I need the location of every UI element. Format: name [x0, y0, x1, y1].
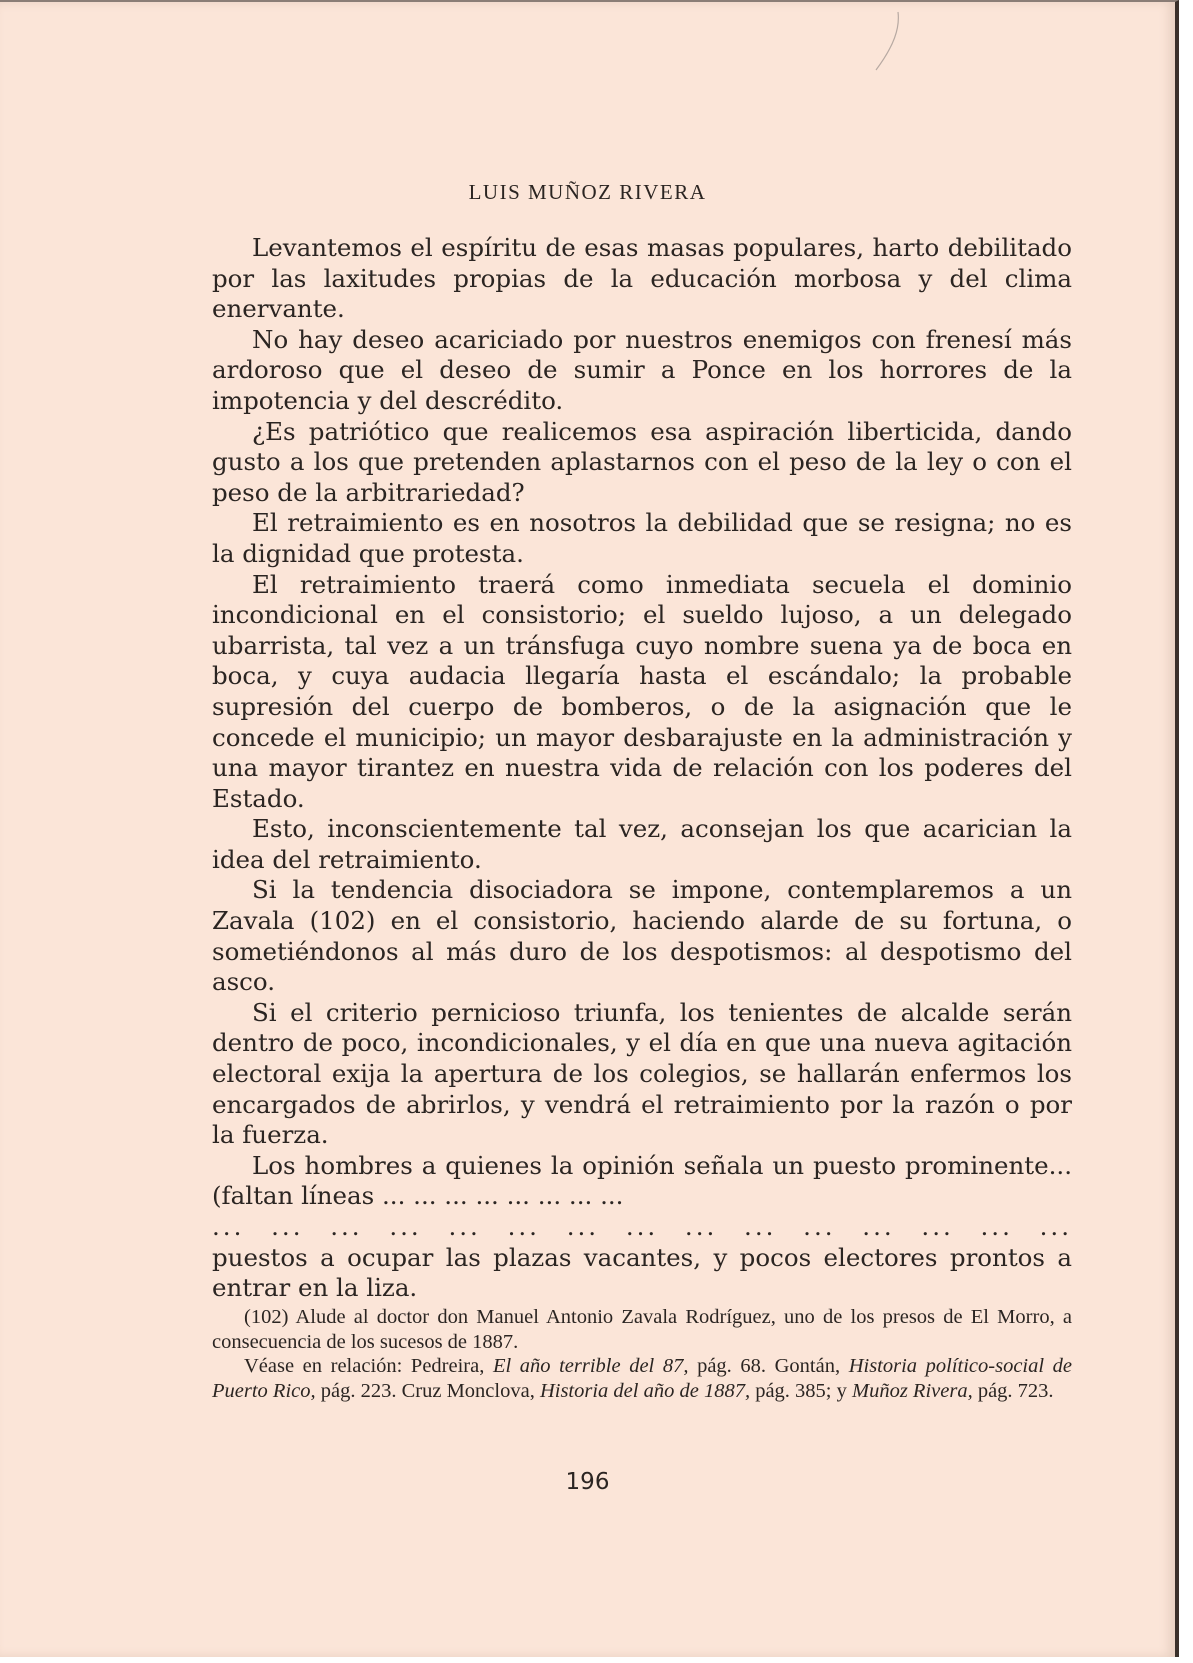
- closing-paragraph: puestos a ocupar las plazas vacantes, y pocos electores prontos a entrar en la liza.: [212, 1242, 1072, 1303]
- paragraph: Si el criterio pernicioso triunfa, los tenientes de alcalde serán dentro de poco, incondicionales, y el día en que una nueva agitación electoral exija la apertura de los colegios, se hallarán enfermos los encargados de abrirlos, y vendrá el retraimiento por la razón o por la fuerza.: [212, 997, 1072, 1150]
- paragraph: ¿Es patriótico que realicemos esa aspiración liberticida, dando gusto a los que pretenden aplastarnos con el peso de la ley o con el peso de la arbitrariedad?: [212, 416, 1072, 507]
- ref-text: pág. 223. Cruz Monclova,: [315, 1379, 540, 1402]
- paragraph: El retraimiento es en nosotros la debilidad que se resigna; no es la dignidad que protesta.: [212, 508, 1072, 568]
- ref-title: El año terrible del 87,: [492, 1355, 689, 1378]
- footnotes: [212, 1305, 1072, 1403]
- running-title: LUIS MUÑOZ RIVERA: [468, 180, 707, 204]
- paragraph: No hay deseo acariciado por nuestros enemigos con frenesí más ardoroso que el deseo de sumir a Ponce en los horrores de la impotencia y del descrédito.: [212, 324, 1072, 415]
- ref-text: pág. 385; y: [750, 1379, 852, 1402]
- footnote-102: (102) Alude al doctor don Manuel Antonio Zavala Rodríguez, uno de los presos de El Morro, a consecuencia de los sucesos de 1887.: [212, 1306, 1072, 1353]
- ellipsis-line: ... ... ... ... ... ... ... ... ... ... ... ... ... ... ...: [212, 1212, 1072, 1241]
- ref-text: Véase en relación: Pedreira,: [244, 1355, 493, 1378]
- ref-text: pág. 723.: [972, 1379, 1054, 1402]
- main-text: [212, 233, 1072, 1304]
- ref-title: Muñoz Rivera,: [852, 1379, 973, 1402]
- paragraph: Levantemos el espíritu de esas masas populares, harto debilitado por las laxitudes propias de la educación morbosa y del clima enervante.: [212, 233, 1072, 324]
- paragraph: Esto, inconscientemente tal vez, aconsejan los que acarician la idea del retraimiento.: [212, 814, 1072, 874]
- paragraph: El retraimiento traerá como inmediata secuela el dominio incondicional en el consistorio; el sueldo lujoso, a un delegado ubarrista, tal vez a un tránsfuga cuyo nombre suena ya de boca en boca, y cuya audacia llegaría hasta el escándalo; la probable supresión del cuerpo de bomberos, o de la asignación que le concede el municipio; un mayor desbarajuste en la administración y una mayor tirantez en nuestra vida de relación con los poderes del Estado.: [212, 569, 1072, 813]
- ref-title: Historia del año de 1887,: [539, 1379, 751, 1402]
- ref-text: pág. 68. Gontán,: [688, 1355, 849, 1378]
- paragraph: Si la tendencia disociadora se impone, contemplaremos a un Zavala (102) en el consistorio, haciendo alarde de su fortuna, o sometiéndonos al más duro de los despotismos: al despotismo del asco.: [212, 875, 1072, 997]
- paragraph: Los hombres a quienes la opinión señala un puesto prominente... (faltan líneas ... ... ... ... ... ... ... ...: [212, 1150, 1072, 1211]
- page-number: 196: [565, 1469, 610, 1495]
- footnote-references: [212, 1354, 1072, 1403]
- pencil-mark: [870, 10, 910, 80]
- ref-title: Historia político-social de Puerto Rico,: [212, 1355, 1073, 1402]
